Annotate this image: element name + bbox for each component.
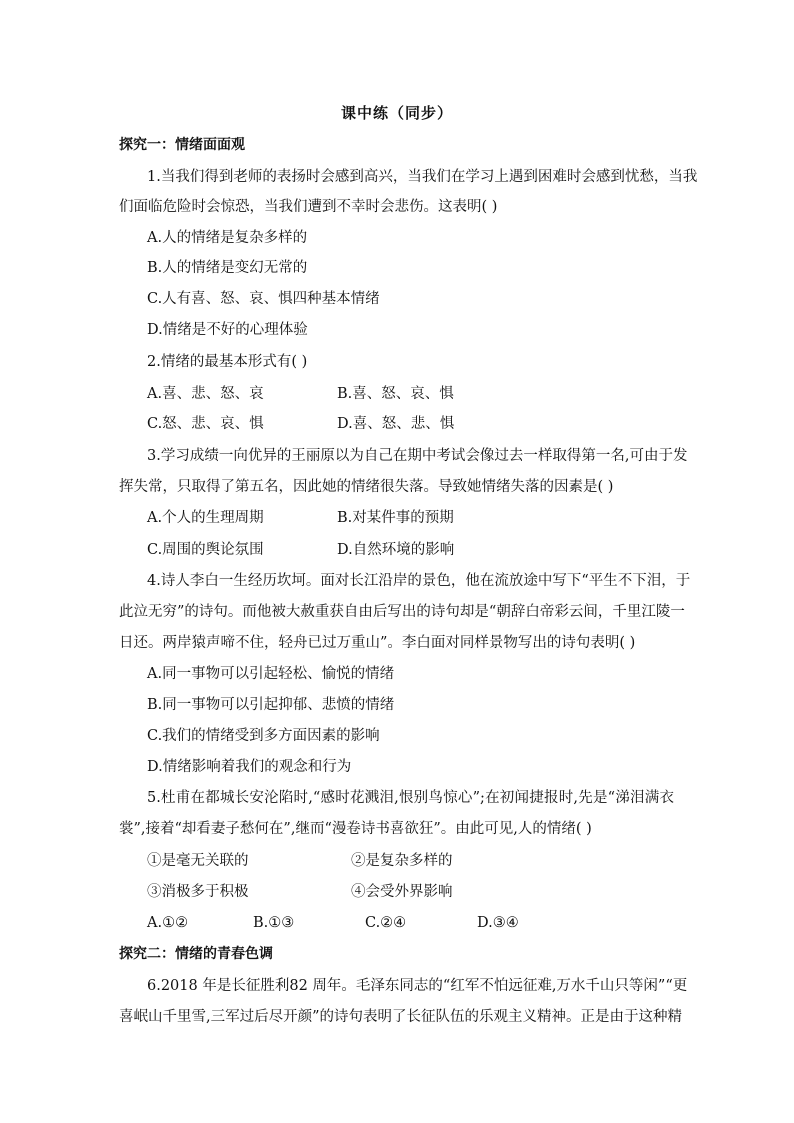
question-6-line-2: 喜岷山千里雪,三军过后尽开颜”的诗句表明了长征队伍的乐观主义精神。正是由于这种精 [119,1009,683,1025]
question-4-option-d: D.情绪影响着我们的观念和行为 [147,759,352,775]
question-2-option-b: B.喜、怒、哀、惧 [337,386,454,402]
question-4-line-2: 此泣无穷”的诗句。而他被大赦重获自由后写出的诗句却是“朝辞白帝彩云间，千里江陵一 [119,604,685,620]
question-5-choice-c: C.②④ [365,915,407,931]
section-heading-explore-1: 探究一：情绪面面观 [119,137,245,153]
question-5-choice-a: A.①② [147,915,189,931]
question-1-option-a: A.人的情绪是复杂多样的 [147,230,308,246]
question-2-stem: 2.情绪的最基本形式有( ) [147,354,308,370]
question-4-line-1: 4.诗人李白一生经历坎坷。面对长江沿岸的景色，他在流放途中写下“平生不下泪，于 [147,573,691,589]
question-3-option-a: A.个人的生理周期 [147,510,264,526]
question-1-option-c: C.人有喜、怒、哀、惧四种基本情绪 [147,291,380,307]
question-3-option-c: C.周围的舆论氛围 [147,542,264,558]
question-1-option-d: D.情绪是不好的心理体验 [147,322,308,338]
question-2-option-c: C.怒、悲、哀、惧 [147,416,264,432]
question-1-line-2: 们面临危险时会惊恐，当我们遭到不幸时会悲伤。这表明( ) [119,199,498,215]
question-5-choice-b: B.①③ [253,915,295,931]
question-3-line-2: 挥失常，只取得了第五名，因此她的情绪很失落。导致她情绪失落的因素是( ) [119,479,614,495]
section-heading-explore-2: 探究二：情绪的青春色调 [119,946,273,962]
question-3-option-d: D.自然环境的影响 [337,542,455,558]
question-5-item-4: ④会受外界影响 [351,884,453,900]
question-5-item-3: ③消极多于积极 [147,884,249,900]
question-3-option-b: B.对某件事的预期 [337,510,454,526]
question-5-item-2: ②是复杂多样的 [351,853,453,869]
question-3-line-1: 3.学习成绩一向优异的王丽原以为自己在期中考试会像过去一样取得第一名,可由于发 [147,448,688,464]
question-6-line-1: 6.2018 年是长征胜利82 周年。毛泽东同志的“红军不怕远征难,万水千山只等闲”“更 [147,978,688,994]
question-5-choice-d: D.③④ [477,915,519,931]
question-1-line-1: 1.当我们得到老师的表扬时会感到高兴，当我们在学习上遇到困难时会感到忧愁，当我 [147,169,698,185]
question-2-option-a: A.喜、悲、怒、哀 [147,386,264,402]
question-1-option-b: B.人的情绪是变幻无常的 [147,260,308,276]
question-5-line-1: 5.杜甫在都城长安沦陷时,“感时花溅泪,恨别鸟惊心”;在初闻捷报时,先是“涕泪满衣 [147,790,674,806]
question-4-option-a: A.同一事物可以引起轻松、愉悦的情绪 [147,666,395,682]
page-title: 课中练（同步） [340,104,453,122]
question-5-line-2: 裳”,接着“却看妻子愁何在”,继而“漫卷诗书喜欲狂”。由此可见,人的情绪( ) [119,821,592,837]
question-2-option-d: D.喜、怒、悲、惧 [337,416,455,432]
question-5-item-1: ①是毫无关联的 [147,853,249,869]
question-4-option-b: B.同一事物可以引起抑郁、悲愤的情绪 [147,697,395,713]
question-4-option-c: C.我们的情绪受到多方面因素的影响 [147,728,380,744]
question-4-line-3: 日还。两岸猿声啼不住，轻舟已过万重山”。李白面对同样景物写出的诗句表明( ) [119,635,636,651]
